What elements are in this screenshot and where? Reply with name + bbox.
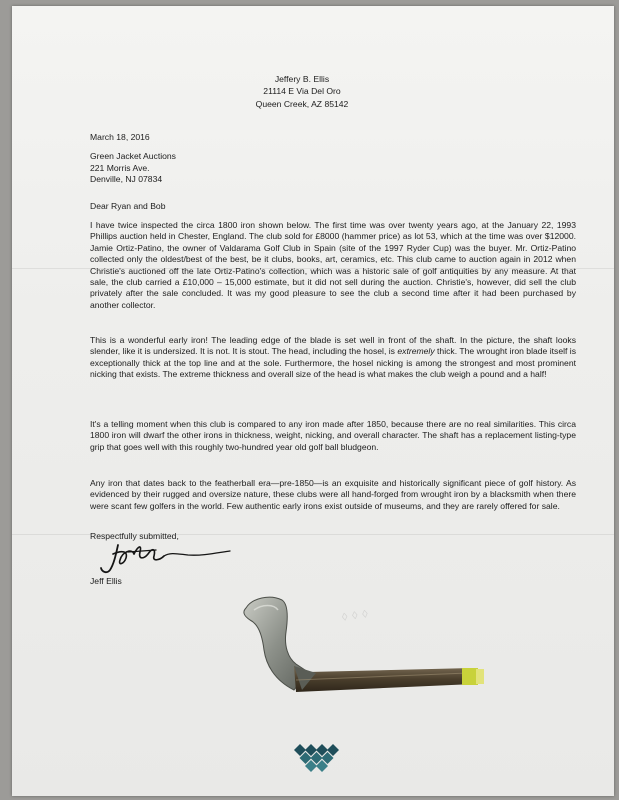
paragraph-significance: Any iron that dates back to the featherball era—pre-1850—is an exquisite and historically significant piece of golf history. As evidenced by their rugged and oversize nature, these clubs were all hand-forged from wrought iron by a blacksmith when there were scant few golfers in the world. Few authentic early irons exist outside of museums, and they are rarely offered for sale.	[90, 478, 576, 511]
sender-street: 21114 E Via Del Oro	[263, 86, 341, 97]
salutation: Dear Ryan and Bob	[90, 201, 166, 211]
sender-city: Queen Creek, AZ 85142	[255, 98, 349, 109]
paragraph-comparison: It's a telling moment when this club is compared to any iron made after 1850, because there are no real similarities. This circa 1800 iron will dwarf the other irons in thickness, weight, nicking, and overall character. The shaft has a replacement listing-type grip that goes well with this roughly two-hundred year old golf ball bludgeon.	[90, 419, 576, 452]
paragraph-description-emphasis: extremely	[397, 346, 435, 357]
diamond-logo-icon	[294, 744, 340, 772]
paragraph-description-end: thick. The wrought iron blade itself is exceptionally thick at the top line and at the sole. Furthermore, the hosel nicking is among the strongest and most prominent nicking that exists. The extreme thickness and overall size of the head is what makes the club weigh a pound and a half!	[90, 346, 577, 380]
recipient-name: Green Jacket Auctions	[90, 151, 176, 161]
closing: Respectfully submitted,	[90, 531, 179, 541]
recipient-street: 221 Morris Ave.	[90, 162, 150, 173]
handwritten-signature	[98, 542, 238, 576]
paragraph-description-start: This is a wonderful early iron! The leading edge of the blade is set well in front of the shaft. In the picture, the shaft looks slender, like it is undersized. It is not. It is stout. The head, including the hosel, is	[90, 335, 576, 357]
paragraph-history: I have twice inspected the circa 1800 iron shown below. The first time was over twenty years ago, at the January 22, 1993 Phillips auction held in Chester, England. The club sold for £8000 (hammer price) as lot 53, which at the time was over $12000. Jamie Ortiz-Patino, the owner of Valdarama Golf Club in Spain (site of the 1997 Ryder Cup) was the buyer. Mr. Ortiz-Patino collected only the oldest/best of the best, be it clubs, books, art, ceramics, etc. This club came to auction again in 2012 when Christie's auctioned off the late Ortiz-Patino's collection, which was a historic sale of golf antiquities by any measure. At that sale, the club carried a £10,000 – 15,000 estimate, but it did not sell during the auction. Christie's, however, did sell the club privately after the sale concluded. It was my good pleasure to see the club a second time after it had been purchased by another collector.	[90, 220, 576, 310]
recipient-city: Denville, NJ 07834	[90, 174, 163, 185]
letter-date: March 18, 2016	[90, 132, 150, 142]
golf-club-image	[236, 594, 486, 700]
letter-page	[12, 6, 614, 796]
letterhead	[212, 73, 392, 110]
recipient-address	[90, 151, 576, 186]
sender-name: Jeffery B. Ellis	[274, 74, 330, 84]
signer-name: Jeff Ellis	[90, 576, 122, 586]
paragraph-description	[90, 335, 576, 381]
watermark: ◊ ◊ ◊	[341, 608, 370, 624]
